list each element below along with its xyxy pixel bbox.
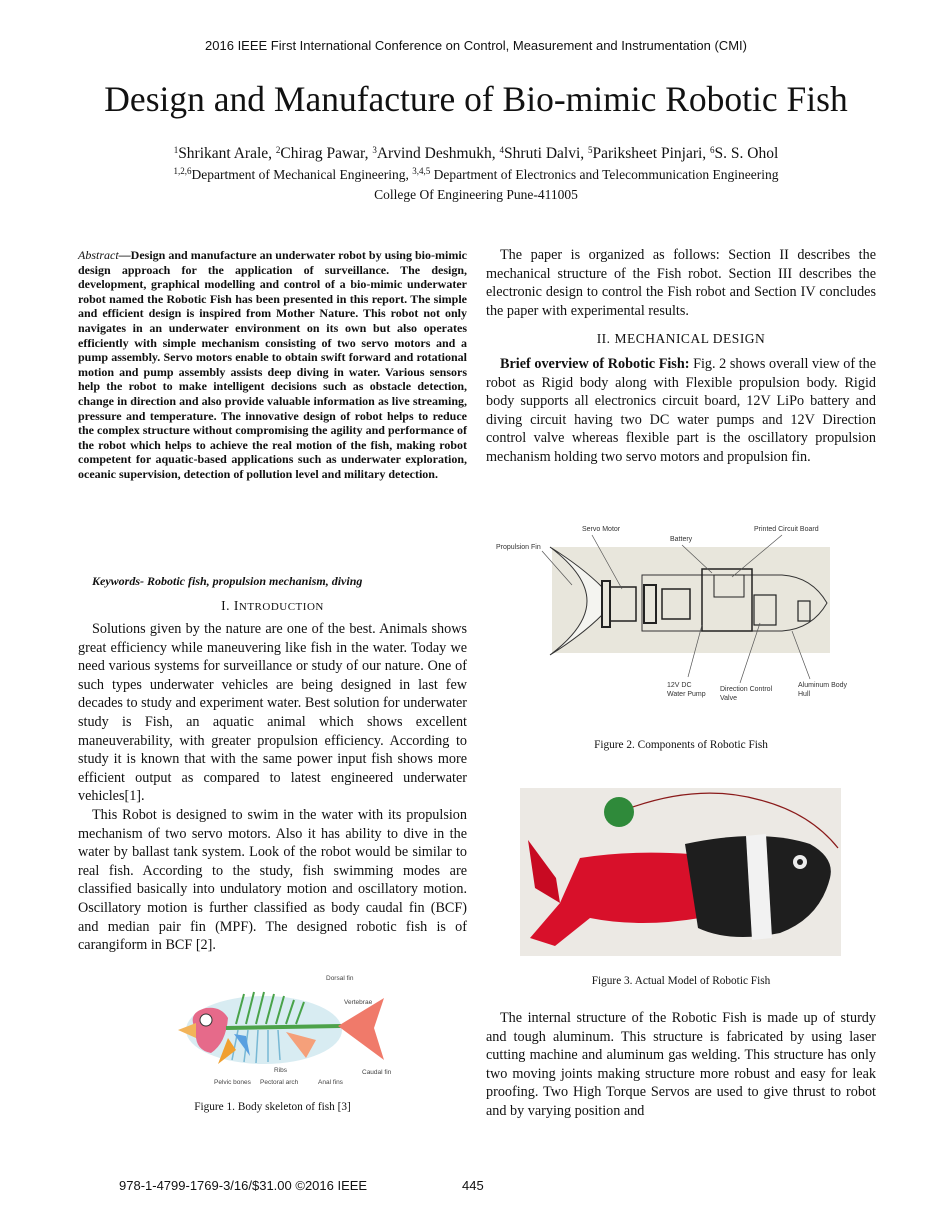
abstract-lead: Abstract — [78, 248, 119, 262]
float-ball — [604, 797, 634, 827]
conference-header: 2016 IEEE First International Conference on Control, Measurement and Instrumentation (CMI) — [205, 38, 747, 53]
figure-2-caption: Figure 2. Components of Robotic Fish — [594, 739, 768, 751]
label-pump-1: 12V DC — [667, 682, 692, 689]
section-first-letter: I — [233, 598, 239, 613]
figure-1-caption: Figure 1. Body skeleton of fish [3] — [194, 1101, 351, 1113]
author-name: S. S. Ohol — [714, 145, 779, 162]
abstract-text: —Design and manufacture an underwater robot by using bio-mimic design approach for the application of surveillance. The design, development, graphical modelling and control of a bio-mimic underwater robot named the Robotic Fish has been presented in this report. The simple and efficient design is inspired from Mother Nature. This robot not only navigates in an underwater environment on its own but also operates efficiently with simple mechanism consisting of two servo motors and a pump assembly. Servo motors enable to obtain swift forward and rotational motion and pump assembly assists deep diving in water. Various sensors help the robot to make intelligent decisions such as obstacle detection, change in direction and also provide valuable information as live streaming, pressure and temperature. The innovative design of robot helps to reduce the complex structure without compromising the agility and performance of the robot which helps to achieve the real motion of the fish, making robot competent for aquatic-based applications such as underwater exploration, oceanic supervision, detection of pollution level and military detection. — [78, 248, 467, 481]
label-pump-2: Water Pump — [667, 691, 706, 698]
overview-text: Fig. 2 shows overall view of the robot as Rigid body along with Flexible propulsion body. Rigid body supports all electronics circuit board, 12V LiPo battery and diving circuit having two DC water pumps and 12V Direction control valve whereas flexible part is the oscillatory propulsion mechanism holding two servo motors and propulsion fin. — [486, 356, 876, 465]
label-pectoral-arch: Pectoral arch — [260, 1079, 299, 1086]
affil-entc: Department of Electronics and Telecommunication Engineering — [430, 167, 779, 182]
figure-3-caption: Figure 3. Actual Model of Robotic Fish — [591, 975, 771, 987]
affil-mech: Department of Mechanical Engineering, — [191, 167, 413, 182]
section-heading-mechanical-design — [486, 331, 876, 347]
label-hull-1: Aluminum Body — [798, 682, 848, 689]
label-hull-2: Hull — [798, 691, 811, 698]
author-name: Chirag Pawar, — [280, 145, 373, 162]
label-ribs: Ribs — [274, 1067, 288, 1074]
label-valve-2: Valve — [720, 695, 737, 702]
affil-sup: 1,2,6 — [173, 166, 192, 176]
label-pcb: Printed Circuit Board — [754, 526, 819, 533]
keywords: Keywords- Robotic fish, propulsion mechanism, diving — [92, 574, 363, 588]
intro-paragraph-2: This Robot is designed to swim in the water with its propulsion mechanism of two servo motors. Also it has ability to dive in the water by ballast tank system. Look of the robot would be similar to real fish. According to the study, fish swimming modes are classified basically into undulatory motion and oscillatory motion. Oscillatory motion is further classified as body caudal fin (BCF) and median pair fin (MPF). The designed robotic fish is of carangiform in BCF [2]. — [78, 807, 467, 954]
section-heading-introduction — [78, 598, 467, 614]
label-dorsal-fin: Dorsal fin — [326, 975, 354, 982]
fish-skeleton-figure — [166, 968, 400, 1094]
author-name: Arvind Deshmukh, — [376, 145, 500, 162]
footer-page-number: 445 — [462, 1178, 484, 1193]
label-servo-motor: Servo Motor — [582, 526, 621, 533]
fish-eye — [200, 1014, 212, 1026]
author-sup: 2 — [275, 145, 281, 155]
section-number: II. — [596, 331, 615, 346]
footer-isbn: 978-1-4799-1769-3/16/$31.00 ©2016 IEEE — [119, 1178, 368, 1193]
affiliation-line — [0, 167, 952, 183]
paper-title: Design and Manufacture of Bio-mimic Robotic Fish — [104, 79, 848, 119]
robotic-fish-photo — [520, 788, 841, 956]
author-name: Pariksheet Pinjari, — [592, 145, 711, 162]
author-sup: 4 — [499, 145, 505, 155]
author-name: Shruti Dalvi, — [504, 145, 589, 162]
label-pelvic-bones: Pelvic bones — [214, 1079, 251, 1086]
author-sup: 1 — [173, 145, 179, 155]
label-caudal-fin: Caudal fin — [362, 1069, 392, 1076]
organization-paragraph: The paper is organized as follows: Section II describes the mechanical structure of the Fish robot. Section III describes the electronic design to control the Fish robot and Section IV concludes the paper with experimental results. — [486, 247, 876, 319]
overview-paragraph — [486, 355, 876, 467]
abstract — [78, 248, 467, 482]
fish-vertebrae — [226, 1026, 341, 1028]
intro-paragraph-1: Solutions given by the nature are one of the best. Animals shows great efficiency while maneuvering like fish in the water. Today we need various systems for surveillance or study of our nature. One of such types underwater vehicles are being designed in last few decades to study and experiment water. Best solution for underwater study is Fish, an aquatic animal which shows excellent maneuverability, with greater propulsion efficiency. According to study it is known that with the same power input fish shows more efficient output as compared to latest engineered underwater vehicles[1]. — [78, 621, 467, 805]
internal-structure-paragraph: The internal structure of the Robotic Fish is made up of sturdy and tough aluminum. This structure is fabricated by using laser cutting machine and aluminum gas welding. This structure has only two moving joints making structure more robust and easy for leak proofing. Two High Torque Servos are used to give thrust to robot and by varying position and — [486, 1010, 876, 1119]
label-propulsion-fin: Propulsion Fin — [496, 544, 541, 551]
caudal-fin — [338, 998, 384, 1060]
label-battery: Battery — [670, 536, 693, 543]
college: College Of Engineering Pune-411005 — [374, 187, 578, 202]
author-sup: 5 — [588, 145, 593, 155]
affil-sup: 3,4,5 — [412, 166, 431, 176]
components-diagram — [492, 505, 872, 711]
label-vertebrae: Vertebrae — [344, 999, 373, 1006]
section-title-rest: NTRODUCTION — [238, 601, 324, 613]
section-title: MECHANICAL DESIGN — [614, 331, 766, 346]
author-list — [0, 145, 952, 163]
label-anal-fins: Anal fins — [318, 1079, 343, 1086]
label-valve-1: Direction Control — [720, 686, 773, 693]
section-number: I. — [221, 598, 234, 613]
fish-pupil — [797, 859, 803, 865]
author-sup: 3 — [372, 145, 377, 155]
overview-lead: Brief overview of Robotic Fish: — [500, 356, 690, 372]
author-name: Shrikant Arale, — [178, 145, 276, 162]
author-sup: 6 — [710, 145, 715, 155]
